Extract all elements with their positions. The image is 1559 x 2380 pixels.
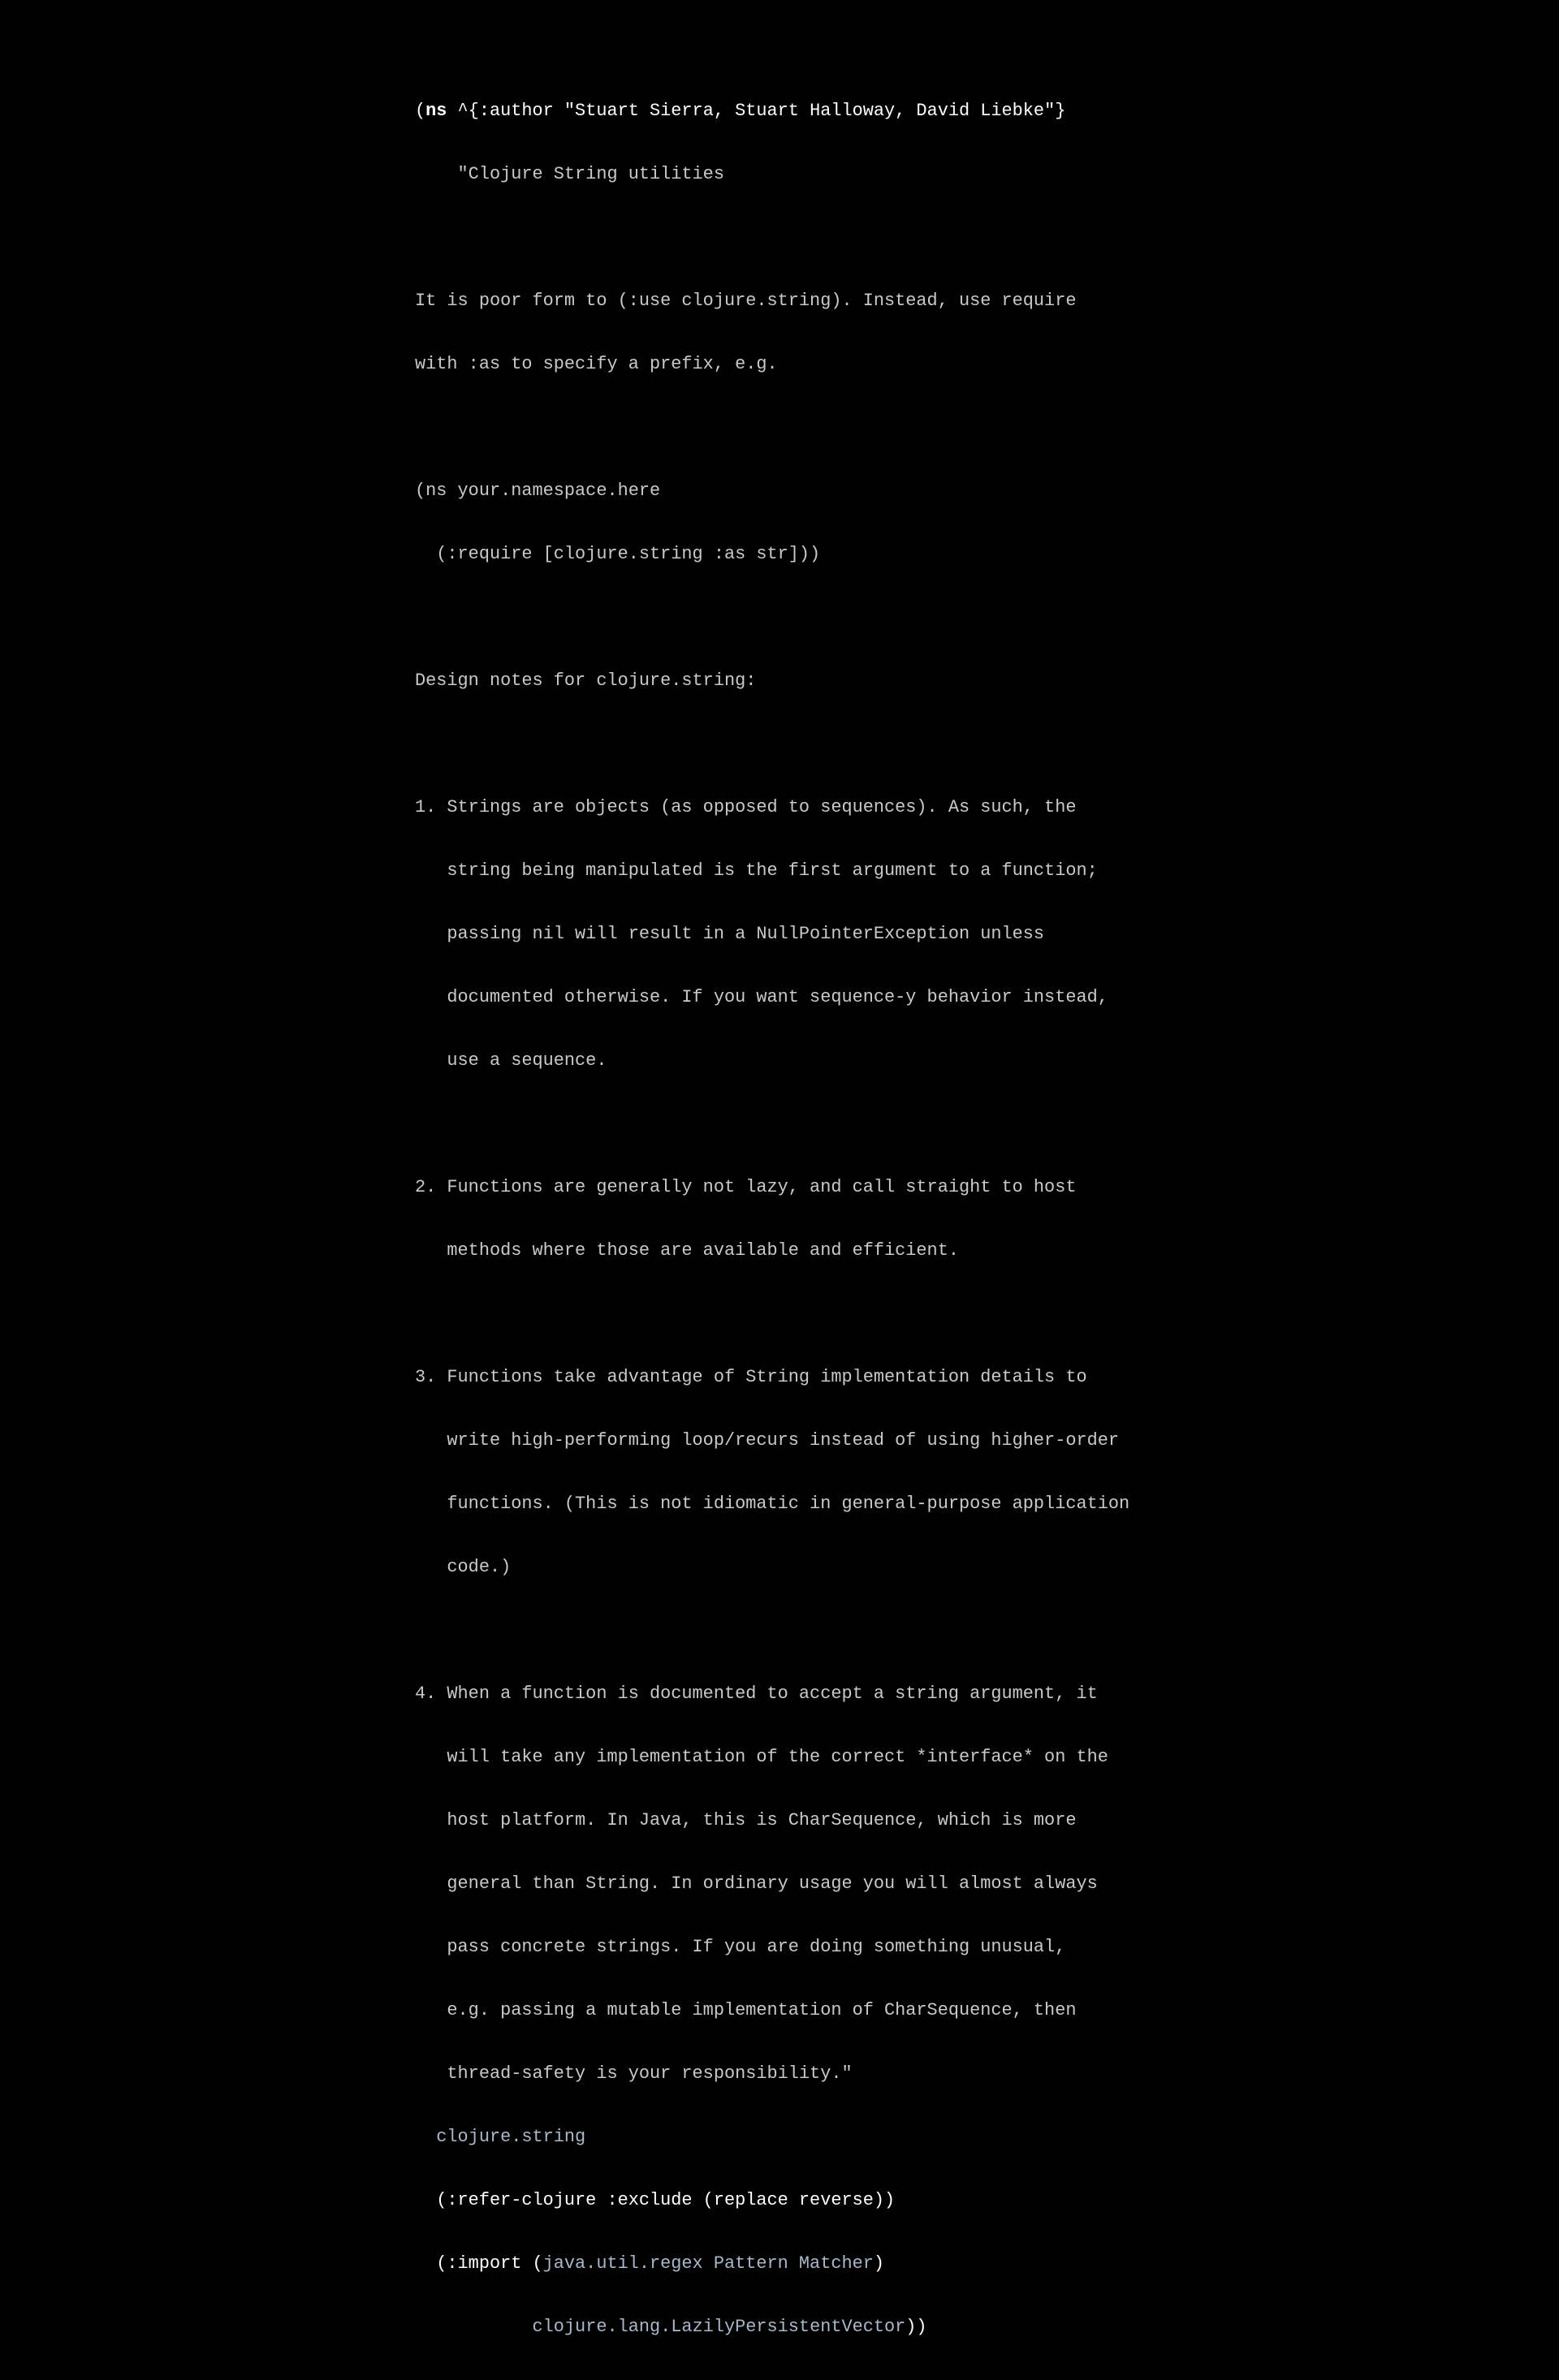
docstring-line: thread-safety is your responsibility."	[415, 2063, 853, 2084]
docstring-line	[415, 734, 1129, 755]
docstring-line: host platform. In Java, this is CharSequence, which is more	[415, 1810, 1077, 1830]
import-prefix: (:import (	[415, 2253, 543, 2274]
import-close-parens: ))	[905, 2317, 927, 2337]
ns-declaration-line	[415, 101, 1129, 122]
docstring-line: use a sequence.	[415, 1050, 607, 1071]
source-code	[415, 58, 1129, 2380]
author-metadata: ^{:author "Stuart Sierra, Stuart Halloway, David Liebke"}	[447, 101, 1066, 121]
docstring-line: (:require [clojure.string :as str]))	[415, 544, 821, 564]
refer-clojure-line	[415, 2190, 1129, 2211]
import-indent	[415, 2317, 533, 2337]
import-line	[415, 2253, 1129, 2274]
ns-keyword: ns	[425, 101, 447, 121]
docstring-line	[415, 607, 1129, 628]
import-suffix: )	[873, 2253, 885, 2274]
docstring-line: Design notes for clojure.string:	[415, 670, 757, 691]
docstring-line: string being manipulated is the first argument to a function;	[415, 860, 1098, 881]
docstring-line: write high-performing loop/recurs instead of using higher-order	[415, 1430, 1120, 1451]
open-paren: (	[415, 101, 426, 121]
excluded-names: replace reverse	[713, 2190, 874, 2210]
docstring-line	[415, 1114, 1129, 1135]
docstring-line: 4. When a function is documented to accept a string argument, it	[415, 1684, 1098, 1704]
docstring-line: will take any implementation of the correct *interface* on the	[415, 1747, 1108, 1767]
refer-clojure-suffix: ))	[873, 2190, 896, 2210]
docstring-line: pass concrete strings. If you are doing something unusual,	[415, 1937, 1066, 1957]
docstring-line: code.)	[415, 1557, 512, 1577]
docstring-line: functions. (This is not idiomatic in general-purpose application	[415, 1494, 1130, 1514]
docstring-line	[415, 1304, 1129, 1325]
docstring-line	[415, 417, 1129, 438]
refer-clojure-prefix: (:refer-clojure :exclude (	[415, 2190, 714, 2210]
docstring-line: with :as to specify a prefix, e.g.	[415, 354, 778, 374]
docstring-line: It is poor form to (:use clojure.string). Instead, use require	[415, 291, 1077, 311]
docstring-line: 2. Functions are generally not lazy, and call straight to host	[415, 1177, 1077, 1197]
docstring-line	[415, 227, 1129, 248]
imported-class: clojure.lang.LazilyPersistentVector	[532, 2317, 906, 2337]
namespace-name-line: clojure.string	[415, 2127, 586, 2147]
docstring-line: passing nil will result in a NullPointerException unless	[415, 924, 1045, 944]
docstring-line: documented otherwise. If you want sequence-y behavior instead,	[415, 987, 1108, 1007]
imported-classes: java.util.regex Pattern Matcher	[542, 2253, 874, 2274]
docstring-line: general than String. In ordinary usage you will almost always	[415, 1873, 1098, 1894]
docstring-line: 1. Strings are objects (as opposed to sequences). As such, the	[415, 797, 1077, 817]
docstring-line: e.g. passing a mutable implementation of CharSequence, then	[415, 2000, 1077, 2020]
docstring-line	[415, 1620, 1129, 1641]
import-line-2	[415, 2317, 1129, 2338]
docstring-line: (ns your.namespace.here	[415, 481, 661, 501]
docstring-line: methods where those are available and efficient.	[415, 1240, 959, 1261]
docstring-line: 3. Functions take advantage of String implementation details to	[415, 1367, 1087, 1387]
docstring-line: "Clojure String utilities	[415, 164, 724, 184]
